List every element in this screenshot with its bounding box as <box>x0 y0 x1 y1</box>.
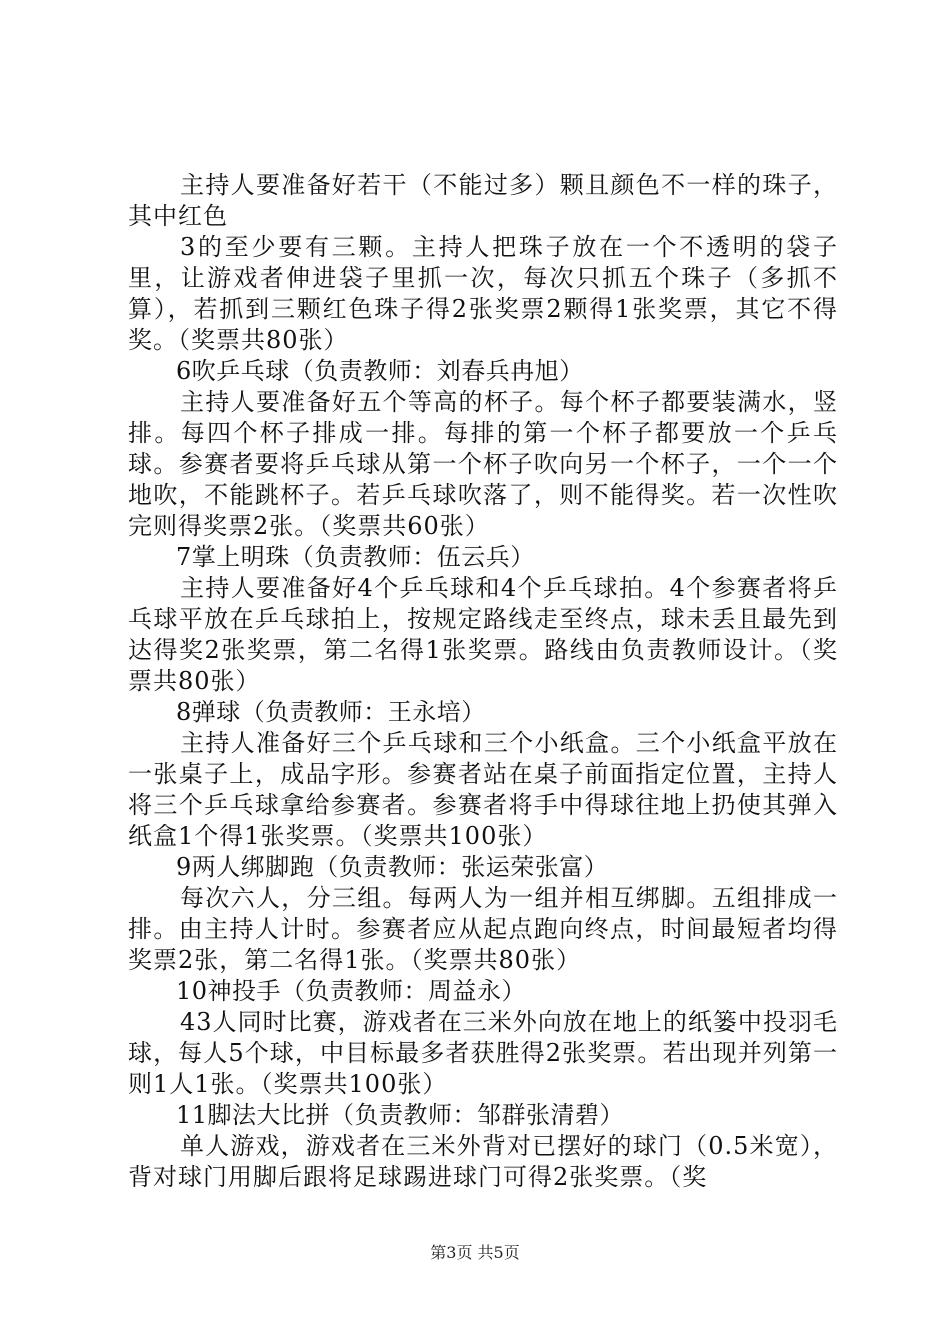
paragraph: 每次六人，分三组。每两人为一组并相互绑脚。五组排成一排。由主持人计时。参赛者应从起点跑向终点，时间最短者均得奖票2张，第二名得1张。（奖票共80张） <box>128 884 838 974</box>
document-body <box>128 170 838 1193</box>
page-footer: 第3页 共5页 <box>430 1243 520 1262</box>
paragraph: 3的至少要有三颗。主持人把珠子放在一个不透明的袋子里，让游戏者伸进袋子里抓一次，每次只抓五个珠子（多抓不算），若抓到三颗红色珠子得2张奖票2颗得1张奖票，其它不得奖。（奖票共80张） <box>128 233 838 354</box>
paragraph: 主持人准备好三个乒乓球和三个小纸盒。三个小纸盒平放在一张桌子上，成品字形。参赛者站在桌子前面指定位置，主持人将三个乒乓球拿给参赛者。参赛者将手中得球往地上扔使其弹入纸盒1个得1张奖票。（奖票共100张） <box>128 729 838 850</box>
section-heading: 6吹乒乓球（负责教师：刘春兵冉旭） <box>176 357 584 385</box>
paragraph: 主持人要准备好若干（不能过多）颗且颜色不一样的珠子，其中红色 <box>128 171 838 230</box>
section-heading: 10神投手（负责教师：周益永） <box>176 977 527 1005</box>
paragraph: 主持人要准备好4个乒乓球和4个乒乓球拍。4个参赛者将乒乓球平放在乒乓球拍上，按规定路线走至终点，球未丢且最先到达得奖2张奖票，第二名得1张奖票。路线由负责教师设计。（奖票共80张） <box>128 574 838 695</box>
paragraph: 单人游戏，游戏者在三米外背对已摆好的球门（0.5米宽），背对球门用脚后跟将足球踢进球门可得2张奖票。（奖 <box>128 1132 838 1191</box>
paragraph: 43人同时比赛，游戏者在三米外向放在地上的纸篓中投羽毛球，每人5个球，中目标最多者获胜得2张奖票。若出现并列第一则1人1张。（奖票共100张） <box>128 1008 838 1098</box>
section-heading: 9两人绑脚跑（负责教师：张运荣张富） <box>176 853 609 881</box>
paragraph: 主持人要准备好五个等高的杯子。每个杯子都要装满水，竖排。每四个杯子排成一排。每排的第一个杯子都要放一个乒乓球。参赛者要将乒乓球从第一个杯子吹向另一个杯子，一个一个地吹，不能跳杯子。若乒乓球吹落了，则不能得奖。若一次性吹完则得奖票2张。（奖票共60张） <box>128 388 838 540</box>
section-heading: 7掌上明珠（负责教师：伍云兵） <box>176 543 535 571</box>
section-heading: 8弹球（负责教师：王永培） <box>176 698 486 726</box>
section-heading: 11脚法大比拼（负责教师：邹群张清碧） <box>176 1101 625 1129</box>
